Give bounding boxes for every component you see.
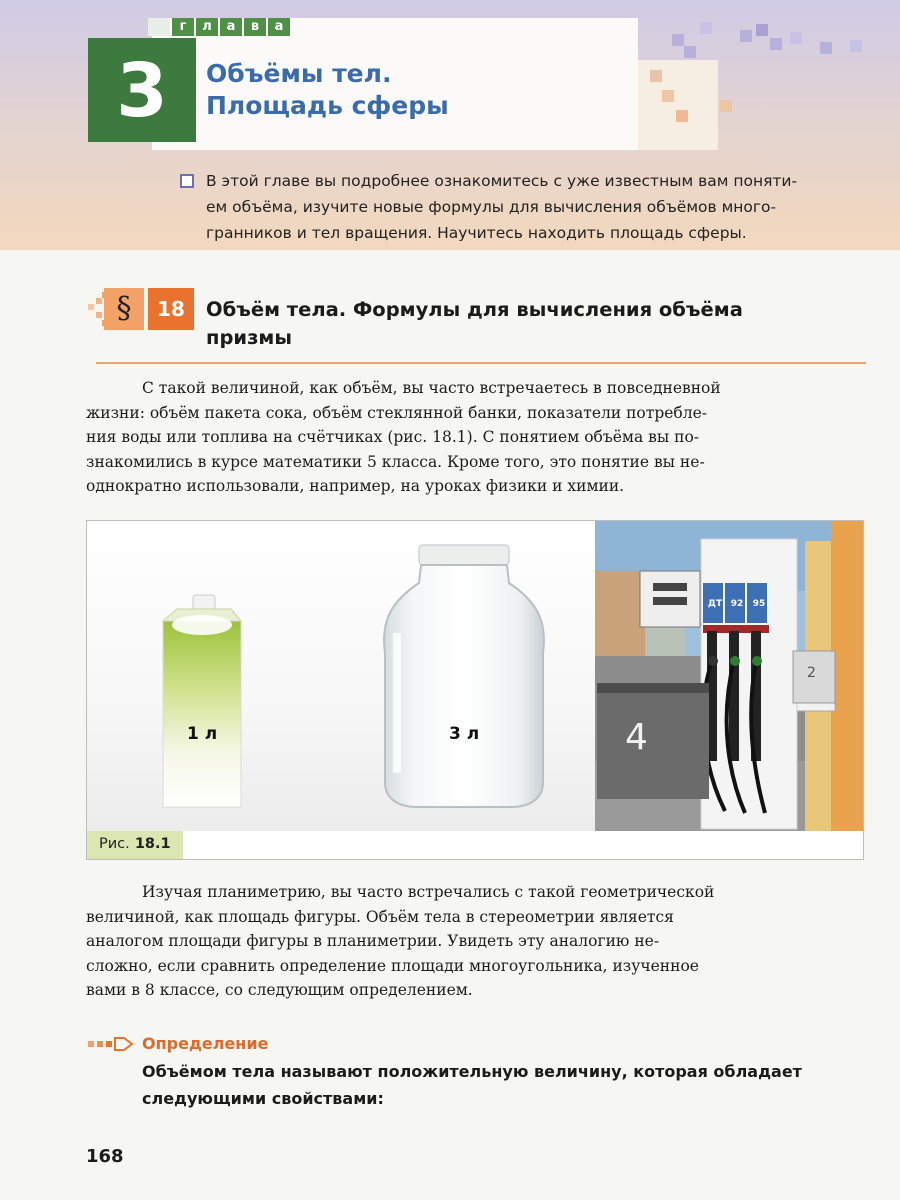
paragraph-line: однократно использовали, например, на уроках физики и химии. <box>86 477 625 496</box>
paragraph-line: С такой величиной, как объём, вы часто встречаетесь в повседневной <box>142 379 721 397</box>
definition-line: следующими свойствами: <box>142 1089 384 1108</box>
bay-number: 2 <box>807 665 816 681</box>
caption-number: 18.1 <box>134 836 171 852</box>
chapter-label <box>148 18 290 36</box>
figure-caption <box>99 836 171 852</box>
paragraph-volume-intro <box>86 376 864 499</box>
definition-title: Определение <box>142 1034 269 1053</box>
section-title <box>206 296 846 352</box>
figure-18-1 <box>86 520 864 860</box>
definition-arrow-icon <box>88 1034 134 1054</box>
chapter-number-box <box>88 38 196 142</box>
chapter-label-letter <box>148 18 170 36</box>
section-title-line: Объём тела. Формулы для вычисления объёма <box>206 298 743 321</box>
intro-line: В этой главе вы подробнее ознакомитесь с уже известным вам поняти- <box>206 172 798 190</box>
page-number: 168 <box>86 1146 124 1167</box>
glass-jar-image <box>379 543 549 811</box>
jar-volume-label: 3 л <box>449 724 480 744</box>
chapter-title <box>206 58 449 122</box>
chapter-label-letter: а <box>268 18 290 36</box>
pump-fuel-label: 92 <box>730 599 744 609</box>
paragraph-planimetry-analogy <box>86 880 864 1003</box>
section-divider <box>96 362 866 364</box>
section-title-line: призмы <box>206 326 292 349</box>
paragraph-line: вами в 8 классе, со следующим определением. <box>86 981 473 1000</box>
paragraph-line: жизни: объём пакета сока, объём стеклянной банки, показатели потребле- <box>86 403 708 422</box>
paragraph-line: величиной, как площадь фигуры. Объём тела в стереометрии является <box>86 907 674 926</box>
figure-caption-bar <box>87 831 863 859</box>
chapter-title-line: Площадь сферы <box>206 91 449 120</box>
photo-gas-station <box>595 521 863 831</box>
intro-line: гранников и тел вращения. Научитесь находить площадь сферы. <box>206 224 747 242</box>
paragraph-line: Изучая планиметрию, вы часто встречались с такой геометрической <box>142 883 715 901</box>
chapter-title-line: Объёмы тел. <box>206 59 392 88</box>
paragraph-line: знакомились в курсе математики 5 класса. Кроме того, это понятие вы не- <box>86 452 705 471</box>
chapter-label-letter: а <box>220 18 242 36</box>
chapter-label-letter: в <box>244 18 266 36</box>
paragraph-line: аналогом площади фигуры в планиметрии. Увидеть эту аналогию не- <box>86 932 660 951</box>
section-number: 18 <box>148 288 194 330</box>
square-bullet-icon <box>180 174 194 188</box>
chapter-label-letter: л <box>196 18 218 36</box>
paragraph-line: сложно, если сравнить определение площади многоугольника, изученное <box>86 956 699 975</box>
definition-line: Объёмом тела называют положительную величину, которая обладает <box>142 1062 802 1081</box>
definition-text <box>142 1058 864 1112</box>
chapter-label-letter: г <box>172 18 194 36</box>
gas-station-scene <box>595 521 863 831</box>
paragraph-line: ния воды или топлива на счётчиках (рис. 18.1). С понятием объёма вы по- <box>86 428 700 447</box>
caption-prefix: Рис. <box>99 836 130 852</box>
chapter-number: 3 <box>116 48 168 134</box>
photo-juice-and-jar <box>87 521 595 831</box>
juice-carton-image <box>157 591 247 811</box>
section-sign: § <box>104 288 144 330</box>
carton-volume-label: 1 л <box>187 724 218 744</box>
chapter-intro <box>206 168 866 246</box>
pump-fuel-label: ДТ <box>707 599 723 609</box>
pump-fuel-label: 95 <box>752 599 766 609</box>
station-number: 4 <box>625 717 648 758</box>
intro-line: ем объёма, изучите новые формулы для вычисления объёмов много- <box>206 198 777 216</box>
